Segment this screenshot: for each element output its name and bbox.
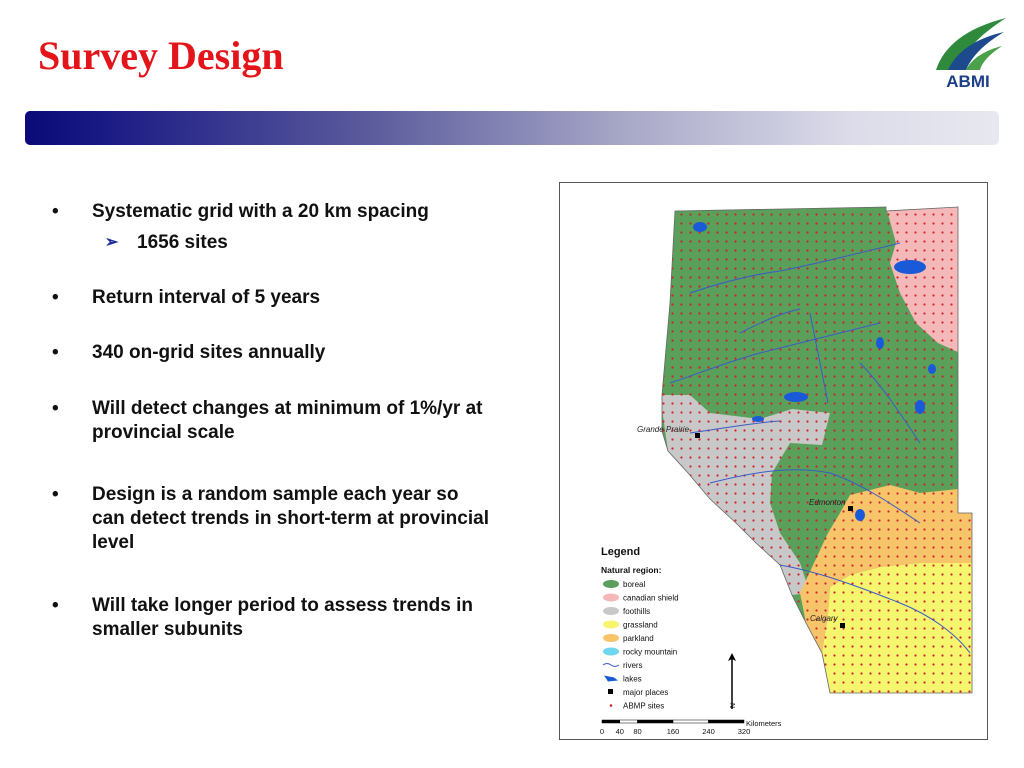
legend-symbol-icon: [603, 594, 619, 602]
map-legend: [601, 546, 679, 711]
bullet-dot-icon: •: [52, 595, 59, 616]
scale-segment: [620, 720, 638, 723]
legend-label: rocky mountain: [623, 647, 678, 657]
title-banner: [25, 111, 999, 145]
scale-tick-label: 40: [615, 727, 624, 736]
legend-label: grassland: [623, 620, 658, 630]
legend-label: boreal: [623, 580, 646, 589]
scale-bar: [600, 719, 782, 736]
north-arrow-icon: [728, 653, 736, 709]
leaf-icon: [936, 18, 1006, 70]
legend-symbol-icon: [603, 634, 619, 642]
scale-segment: [638, 720, 674, 723]
legend-label: foothills: [623, 607, 651, 616]
scale-segment: [709, 720, 745, 723]
legend-symbol-icon: [603, 607, 619, 615]
slide-title: Survey Design: [38, 33, 284, 78]
scale-tick-label: 160: [666, 727, 680, 736]
arrow-bullet-icon: ➢: [105, 234, 119, 251]
legend-symbol-icon: [603, 664, 619, 667]
place-marker: [840, 623, 845, 628]
scale-unit: Kilometers: [746, 719, 782, 728]
alberta-map: [559, 182, 988, 740]
legend-symbol-icon: [603, 648, 619, 656]
bullet-dot-icon: •: [52, 201, 59, 222]
legend-symbol-icon: [604, 676, 618, 682]
legend-symbol-icon: [610, 704, 613, 707]
legend-label: parkland: [623, 634, 654, 643]
legend-label: rivers: [623, 661, 643, 670]
legend-symbol-icon: [603, 580, 619, 588]
legend-subtitle: Natural region:: [601, 565, 662, 575]
bullet-dot-icon: •: [52, 287, 59, 308]
scale-segment: [602, 720, 620, 723]
place-label: Grande Prairie: [637, 425, 690, 434]
place-marker: [695, 433, 700, 438]
scale-tick-label: 0: [599, 727, 605, 736]
abmp-site-grid: [650, 203, 980, 703]
legend-label: major places: [623, 688, 669, 697]
bullet-dot-icon: •: [52, 484, 59, 505]
scale-tick-label: 240: [702, 727, 715, 736]
legend-label: canadian shield: [623, 593, 679, 603]
scale-tick-label: 80: [633, 727, 642, 736]
legend-symbol-icon: [608, 689, 613, 694]
legend-label: ABMP sites: [623, 701, 665, 711]
north-label: N: [728, 703, 735, 709]
legend-title: Legend: [601, 546, 641, 558]
place-label: Edmonton: [809, 498, 846, 507]
legend-symbol-icon: [603, 621, 619, 629]
legend-label: lakes: [623, 674, 642, 684]
bullet-dot-icon: •: [52, 342, 59, 363]
scale-tick-label: 320: [737, 727, 751, 736]
place-label: Calgary: [810, 614, 838, 623]
abmi-logo: [926, 12, 1010, 92]
logo-text: ABMI: [946, 72, 990, 91]
place-marker: [848, 506, 853, 511]
bullet-dot-icon: •: [52, 398, 59, 419]
scale-segment: [673, 720, 709, 723]
